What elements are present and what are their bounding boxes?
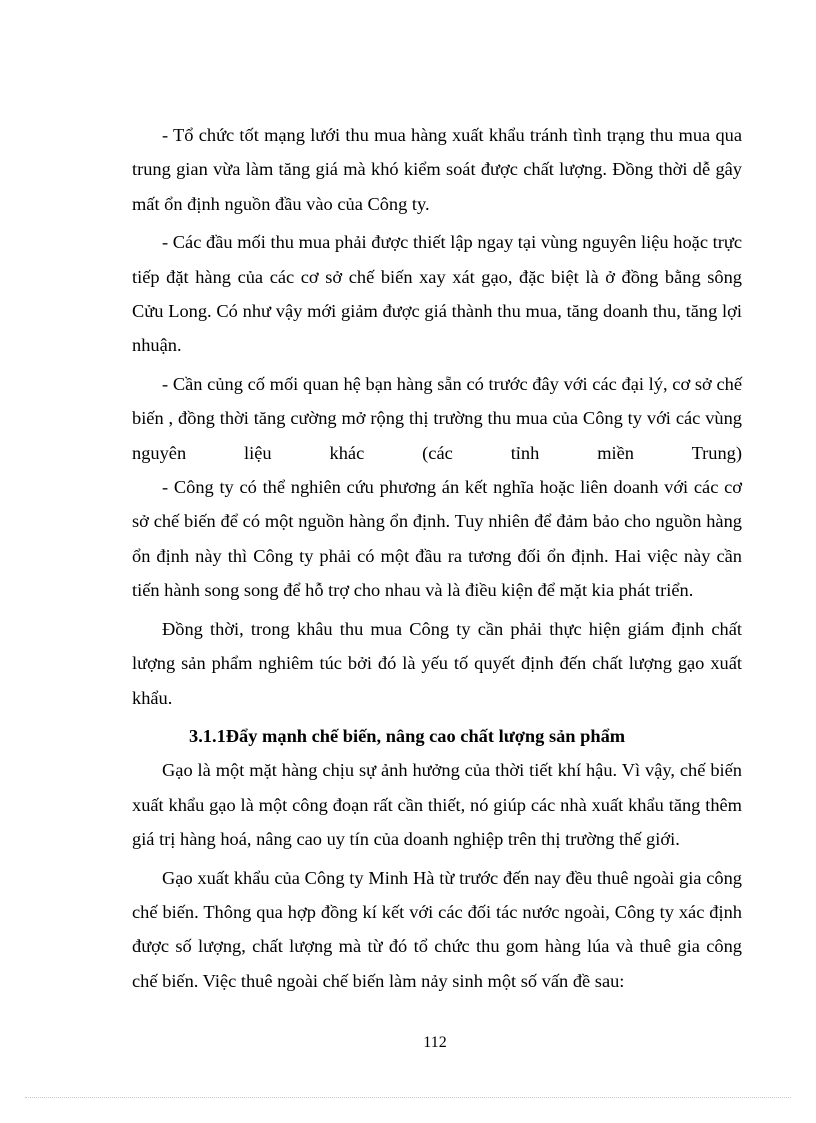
paragraph-partner-relations: - Cần củng cố mối quan hệ bạn hàng sẵn có trước đây với các đại lý, cơ sở chế biến , đồng thời tăng cường mở rộng thị trường thu mua của Công ty với các vùng nguyên liệu khác (các tỉnh miền Trung) — [132, 373, 742, 463]
paragraph-quality-inspection: Đồng thời, trong khâu thu mua Công ty cần phải thực hiện giám định chất lượng sản phẩm nghiêm túc bởi đó là yếu tố quyết định đến chất lượng gạo xuất khẩu. — [132, 618, 742, 708]
page-bottom-divider — [25, 1097, 791, 1098]
page-number: 112 — [423, 1034, 447, 1051]
document-body — [132, 118, 742, 998]
paragraph-purchasing-network: - Tổ chức tốt mạng lưới thu mua hàng xuất khẩu tránh tình trạng thu mua qua trung gian vừa làm tăng giá mà khó kiểm soát được chất lượng. Đồng thời dễ gây mất ổn định nguồn đầu vào của Công ty. — [132, 125, 742, 214]
paragraph-rice-processing: Gạo là một mặt hàng chịu sự ảnh hưởng của thời tiết khí hậu. Vì vậy, chế biến xuất khẩu gạo là một công đoạn rất cần thiết, nó giúp các nhà xuất khẩu tăng thêm giá trị hàng hoá, nâng cao uy tín của doanh nghiệp trên thị trường thế giới. — [132, 760, 742, 850]
paragraph-joint-venture: - Công ty có thể nghiên cứu phương án kết nghĩa hoặc liên doanh với các cơ sở chế biến để có một nguồn hàng ổn định. Tuy nhiên để đảm bảo cho nguồn hàng ổn định này thì Công ty phải có một đầu ra tương đối ổn định. Hai việc này cần tiến hành song song để hỗ trợ cho nhau và là điều kiện để mặt kia phát triển. — [132, 477, 742, 601]
paragraph-purchasing-points: - Các đầu mối thu mua phải được thiết lập ngay tại vùng nguyên liệu hoặc trực tiếp đặt hàng của các cơ sở chế biến xay xát gạo, đặc biệt là ở đồng bằng sông Cửu Long. Có như vậy mới giảm được giá thành thu mua, tăng doanh thu, tăng lợi nhuận. — [132, 232, 742, 356]
section-heading: 3.1.1Đẩy mạnh chế biến, nâng cao chất lượng sản phẩm — [189, 725, 626, 746]
paragraph-outsourced-processing: Gạo xuất khẩu của Công ty Minh Hà từ trước đến nay đều thuê ngoài gia công chế biến. Thông qua hợp đồng kí kết với các đối tác nước ngoài, Công ty xác định được số lượng, chất lượng mà từ đó tổ chức thu gom hàng lúa và thuê gia công chế biến. Việc thuê ngoài chế biến làm nảy sinh một số vấn đề sau: — [132, 867, 742, 991]
